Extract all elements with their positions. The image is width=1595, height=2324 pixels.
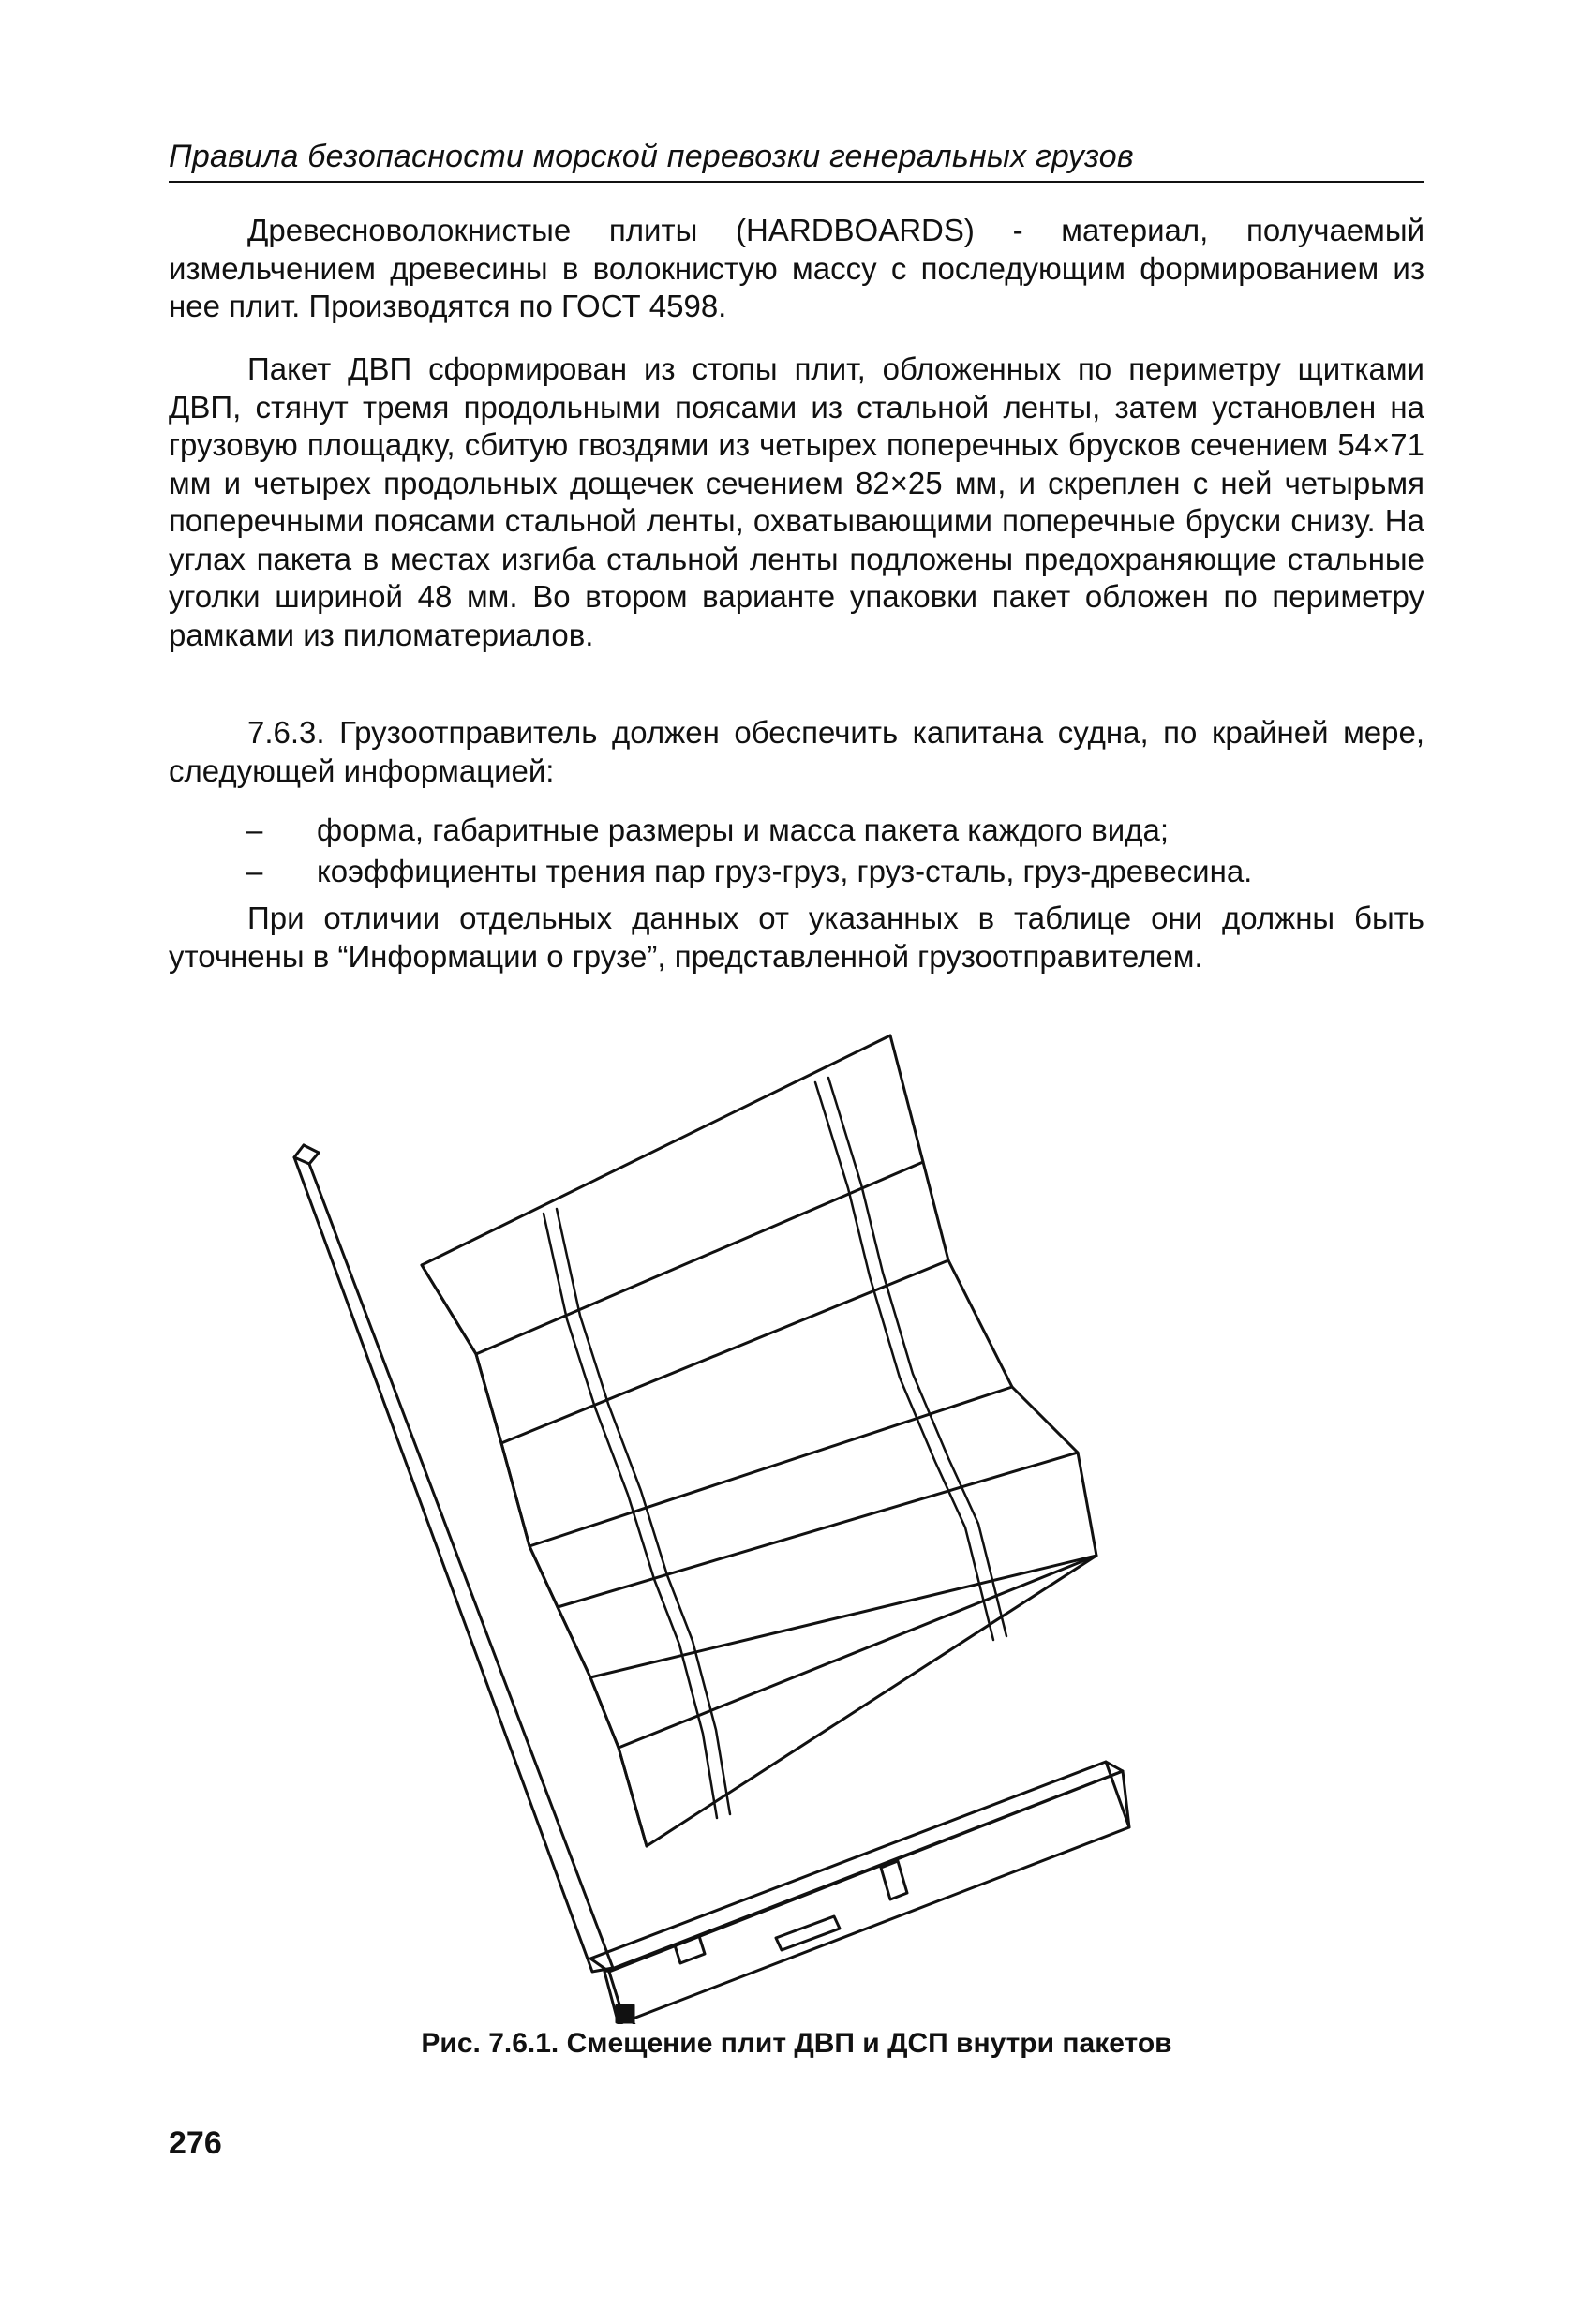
list-item	[169, 853, 1424, 894]
board-package	[422, 1035, 1096, 1846]
page-number: 276	[169, 2125, 222, 2161]
list-dash: –	[246, 854, 263, 888]
paragraph-shipper: 7.6.3. Грузоотправитель должен обеспечить капитана судна, по крайней мере, следующей информацией:	[169, 715, 1424, 788]
list-item	[169, 812, 1424, 853]
paragraph-hardboards: Древесноволокнистые плиты (HARDBOARDS) - материал, получаемый измельчением древесины в волокнистую массу с последующим формированием из нее плит. Производятся по ГОСТ 4598.	[169, 213, 1424, 323]
running-header: Правила безопасности морской перевозки генеральных грузов	[169, 139, 1424, 183]
list-item-text: коэффициенты трения пар груз-груз, груз-сталь, груз-древесина.	[317, 854, 1253, 888]
paragraph-difference: При отличии отдельных данных от указанных в таблице они должны быть уточнены в “Информации о грузе”, представленной грузоотправителем.	[169, 901, 1424, 974]
steel-bands	[544, 1078, 1006, 1818]
figure-board-shift-illustration	[281, 1021, 1312, 2024]
tilted-side-bar	[294, 1145, 613, 1972]
figure-caption: Рис. 7.6.1. Смещение плит ДВП и ДСП внутри пакетов	[421, 2028, 1172, 2059]
list-dash: –	[246, 812, 263, 847]
list-item-text: форма, габаритные размеры и масса пакета каждого вида;	[317, 812, 1169, 847]
paragraph-package: Пакет ДВП сформирован из стопы плит, обложенных по периметру щитками ДВП, стянут тремя продольными поясами из стальной ленты, затем установлен на грузовую площадку, сбитую гвоздями из четырех поперечных брусков сечением 54×71 мм и четырех продольных дощечек сечением 82×25 мм, и скреплен с ней четырьмя поперечными поясами стальной ленты, охватывающими поперечные бруски снизу. На углах пакета в местах изгиба стальной ленты подложены предохраняющие стальные уголки шириной 48 мм. Во втором варианте упаковки пакет обложен по периметру рамками из пиломатериалов.	[169, 351, 1424, 652]
pallet-base	[590, 1762, 1129, 2024]
